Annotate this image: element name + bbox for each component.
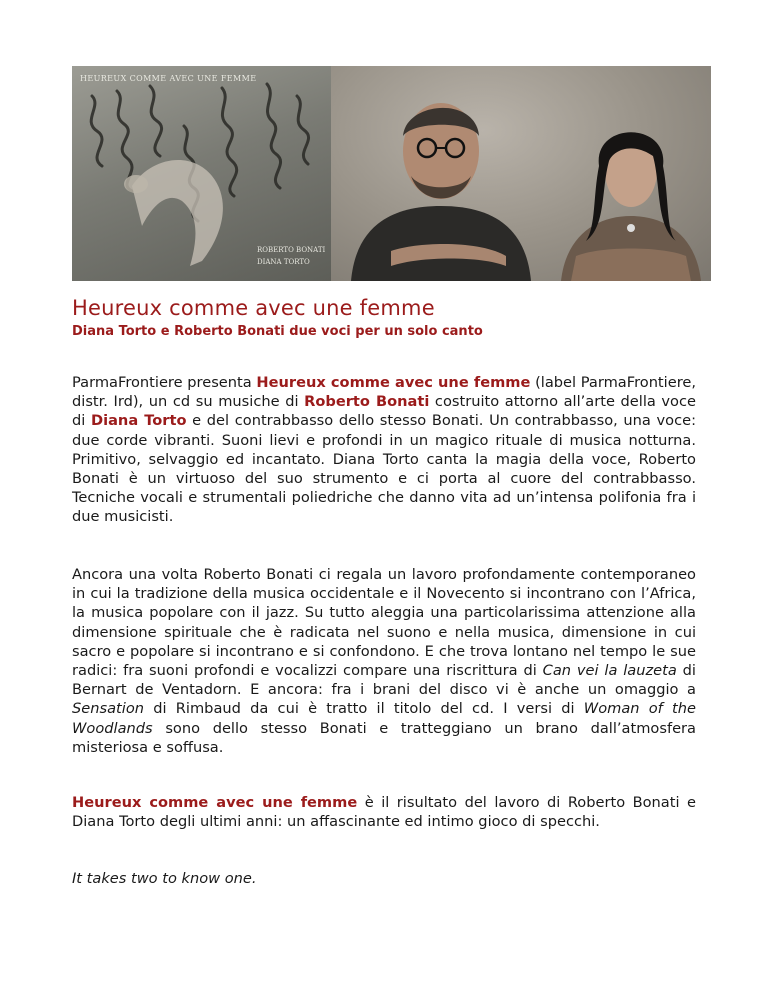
paragraph-3: Heureux comme avec une femme è il risultato del lavoro di Roberto Bonati e Diana Torto degli ultimi anni: un affascinante ed intimo gioco di specchi. (72, 794, 696, 831)
page-subtitle: Diana Torto e Roberto Bonati due voci per un solo canto (72, 324, 483, 339)
artists-photo-illustration (331, 66, 711, 281)
paragraph-2: Ancora una volta Roberto Bonati ci regala un lavoro profondamente contemporaneo in cui la tradizione della musica occidentale e il Novecento si incontrano con l’Africa, la musica popolare con il jazz. Su tutto aleggia una particolarissima attenzione alla dimensione spirituale che è radicata nel suono e nella musica, dimensione in cui sacro e popolare si incontrano e si confondono. E che trova lontano nel tempo le sue radici: fra suoni profondi e vocalizzi compare una riscrittura di Can vei la lauzeta di Bernart de Ventadorn. E ancora: fra i brani del disco vi è anche un omaggio a Sensation di Rimbaud da cui è tratto il titolo del cd. I versi di Woman of the Woodlands sono dello stesso Bonati e tratteggiano un brano dall’atmosfera misteriosa e soffusa. (72, 566, 696, 756)
cover-credits (257, 244, 325, 268)
poem-title: Sensation (72, 700, 144, 718)
artists-photo (331, 66, 711, 281)
banner-image (72, 66, 711, 281)
paragraph-1: ParmaFrontiere presenta Heureux comme avec une femme (label ParmaFrontiere, distr. Ird), un cd su musiche di Roberto Bonati costruito attorno all’arte della voce di Diana Torto e del contrabbasso dello stesso Bonati. Un contrabbasso, una voce: due corde vibranti. Suoni lievi e profondi in un magico rituale di musica notturna. Primitivo, selvaggio ed incantato. Diana Torto canta la magia della voce, Roberto Bonati è un virtuoso del suo strumento e ci porta al cuore del contrabbasso. Tecniche vocali e strumentali poliedriche che danno vita ad un’intensa polifonia fra i due musicisti. (72, 374, 696, 526)
album-title-highlight: Heureux comme avec une femme (256, 374, 531, 391)
cover-title: HEUREUX COMME AVEC UNE FEMME (80, 74, 257, 83)
artist-name-highlight: Diana Torto (90, 412, 187, 430)
song-title: Can vei la lauzeta (542, 662, 677, 680)
song-title: Woman of the Woodlands (72, 700, 696, 737)
album-title-highlight: Heureux comme avec une femme (72, 794, 358, 811)
cover-artist-2: DIANA TORTO (257, 258, 310, 266)
page-title: Heureux comme avec une femme (72, 296, 435, 320)
cover-artist-1: ROBERTO BONATI (257, 246, 326, 254)
album-cover (72, 66, 331, 281)
closing-quote: It takes two to know one. (72, 870, 257, 887)
artist-name-highlight: Roberto Bonati (304, 393, 430, 411)
